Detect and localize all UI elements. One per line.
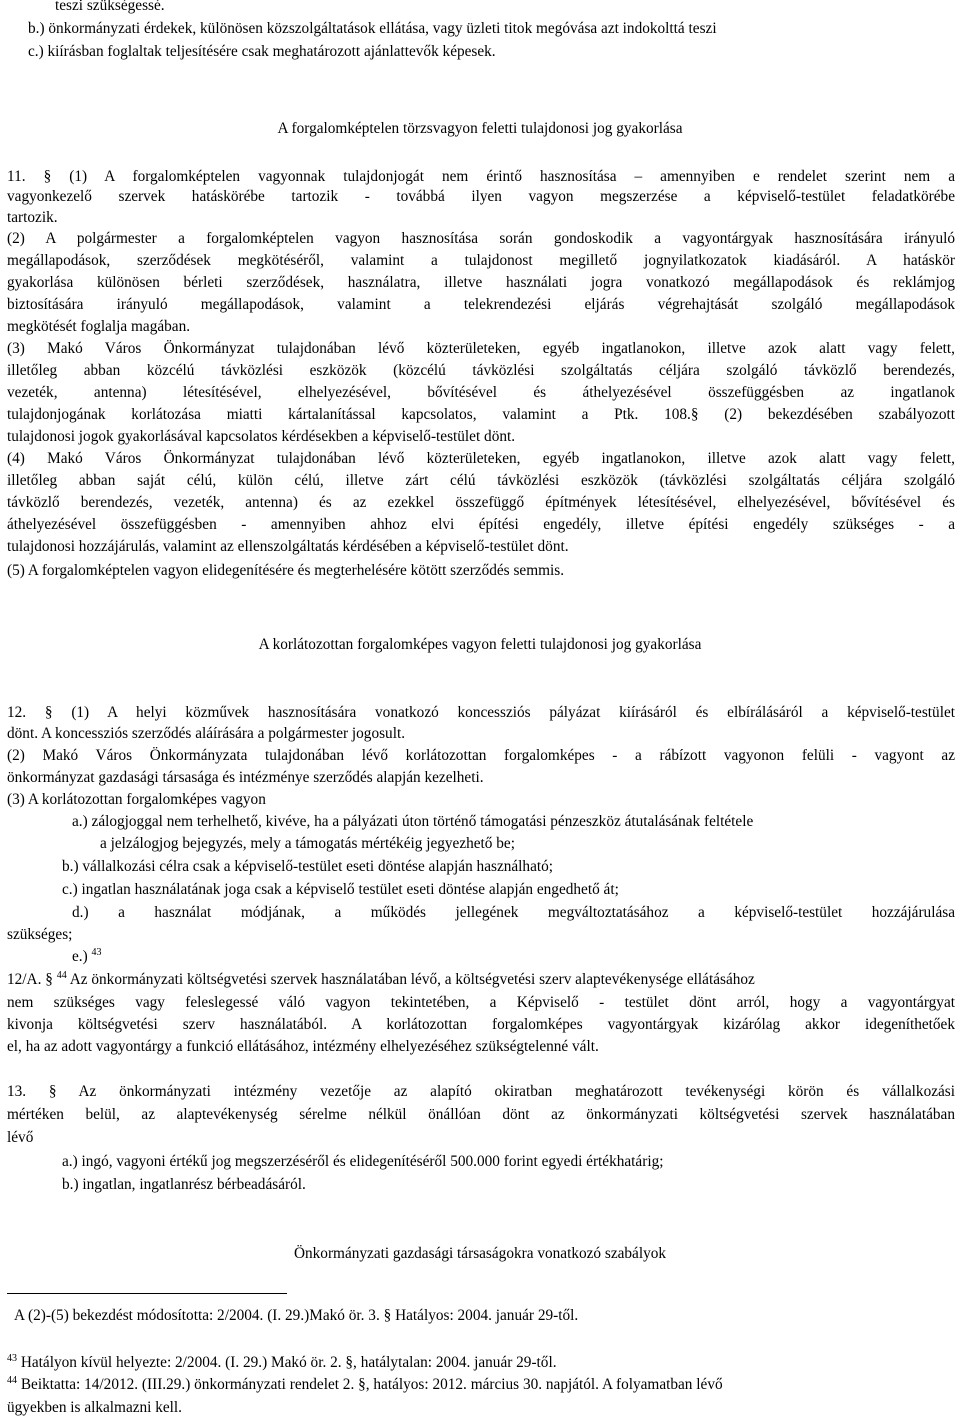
paragraph-line: lévő (7, 1129, 34, 1146)
section-heading: Önkormányzati gazdasági társaságokra vonatkozó szabályok (293, 1245, 667, 1262)
footnote-number: 44 (7, 1374, 17, 1386)
paragraph-line: megkötését foglalja magában. (7, 318, 191, 335)
paragraph-line: (2) A polgármester a forgalomképtelen vagyon hasznosítása során gondoskodik a vagyontárgyak hasznosítására irányuló (7, 230, 955, 247)
list-item: a.) ingó, vagyoni értékű jog megszerzéséről és elidegenítéséről 500.000 forint egyedi értékhatárig; (62, 1153, 664, 1170)
text-line: b.) önkormányzati érdekek, különösen közszolgáltatások ellátása, vagy üzleti titok megóvása azt indokolttá teszi (28, 20, 717, 37)
footnote (7, 1374, 955, 1395)
paragraph-line: vagyonkezelő szervek hatáskörébe tartozik - továbbá ilyen vagyon megszerzése a képviselő-testület feladatkörébe (7, 188, 955, 205)
paragraph-line: önkormányzat gazdasági társasága és intézménye szerződés alapján kezelheti. (7, 769, 484, 786)
paragraph-text: Az önkormányzati költségvetési szervek használatában lévő, a költségvetési szerv alaptevékenysége ellátásához (69, 971, 755, 988)
paragraph-line: el, ha az adott vagyontárgy a funkció ellátásához, intézmény elhelyezéséhez szükségtelenné vált. (7, 1038, 599, 1055)
footnote (7, 1352, 955, 1373)
paragraph-line: tulajdonosi jogok gyakorlásával kapcsolatos kérdésekben a képviselő-testület dönt. (7, 428, 516, 445)
paragraph-line: 12. § (1) A helyi közművek hasznosítására vonatkozó koncessziós pályázat kiírásáról és elbírálásáról a képviselő-testület (7, 704, 955, 721)
list-item (72, 946, 955, 967)
paragraph-line: távközlő berendezés, vezeték, antenna) és az ezekkel összefüggő építmények létesítésével, elhelyezésével, bővítésével és (7, 494, 955, 511)
list-item: szükséges; (7, 926, 73, 943)
footnote-text: Hatályon kívül helyezte: 2/2004. (I. 29.) Makó ör. 2. §, hatálytalan: 2004. január 29-től. (20, 1354, 557, 1371)
list-item: a jelzálogjog bejegyzés, mely a támogatás mértékéig jegyezhető be; (100, 835, 515, 852)
list-item-label: e.) (72, 948, 88, 965)
paragraph-line (7, 969, 955, 990)
paragraph-line: megállapodások, szerződések megkötéséről, valamint a tulajdonost megillető jognyilatkozatok kiadásáról. A hatáskör (7, 252, 955, 269)
paragraph-line: 13. § Az önkormányzati intézmény vezetője az alapító okiratban meghatározott tevékenységi körön és vállalkozási (7, 1083, 955, 1100)
section-heading: A korlátozottan forgalomképes vagyon feletti tulajdonosi jog gyakorlása (258, 636, 702, 653)
paragraph-line: biztosítására irányuló megállapodások, valamint a telekrendezési eljárás végrehajtását szolgáló megállapodások (7, 296, 955, 313)
paragraph-line: (4) Makó Város Önkormányzat tulajdonában lévő közterületeken, egyéb ingatlanokon, illetve azok alatt vagy felett, (7, 450, 955, 467)
paragraph-line: tartozik. (7, 209, 58, 226)
list-item: b.) vállalkozási célra csak a képviselő-testület eseti döntése alapján használható; (62, 858, 554, 875)
paragraph-line: áthelyezésével összefüggésben - amennyiben ahhoz elvi építési engedély, illetve építési engedély szükséges - a (7, 516, 955, 533)
paragraph-line: (2) Makó Város Önkormányzata tulajdonában lévő korlátozottan forgalomképes - a rábízott vagyonon felüli - vagyont az (7, 747, 955, 764)
paragraph-line: nem szükséges vagy feleslegessé váló vagyon tekintetében, a Képviselő - testület dönt arról, hogy a vagyontárgyat (7, 994, 955, 1011)
paragraph-line: gyakorlása különösen bérleti szerződések, használatra, illetve használati jogra vonatkozó megállapodások és reklámjog (7, 274, 955, 291)
section-number: 12/A. § (7, 971, 53, 988)
list-item: c.) ingatlan használatának joga csak a képviselő testület eseti döntése alapján engedhető át; (62, 881, 619, 898)
paragraph-line: mértéken belül, az alaptevékenység sérelme nélkül önállóan dönt az önkormányzati költségvetési szervek használatában (7, 1106, 955, 1123)
list-item: a.) zálogjoggal nem terhelhető, kivéve, ha a pályázati úton történő támogatási pénzeszköz átutalásának feltétele (72, 813, 754, 830)
section-heading: A forgalomképtelen törzsvagyon feletti tulajdonosi jog gyakorlása (277, 120, 683, 137)
footnote: A (2)-(5) bekezdést módosította: 2/2004. (I. 29.)Makó ör. 3. § Hatályos: 2004. január 29-től. (14, 1307, 579, 1324)
paragraph-line: tulajdonosi hozzájárulás, valamint az ellenszolgáltatás kérdésében a képviselő-testület dönt. (7, 538, 569, 555)
paragraph-line: vezeték, antenna) létesítésével, elhelyezésével, bővítésével és áthelyezésével összefüggésben az ingatlanok (7, 384, 955, 401)
paragraph-line: kivonja költségvetési szerv használatából. A korlátozottan forgalomképes vagyontárgyak kizárólag akkor idegeníthetőek (7, 1016, 955, 1033)
footnote-number: 43 (7, 1352, 17, 1364)
footnote-separator (7, 1293, 287, 1294)
paragraph-line: illetőleg abban közcélú távközlési eszközök (közcélú távközlési szolgáltatás céljára szolgáló távközlő berendezés, (7, 362, 955, 379)
paragraph-line: dönt. A koncessziós szerződés aláírására a polgármester jogosult. (7, 725, 406, 742)
list-item: d.) a használat módjának, a működés jellegének megváltoztatásához a képviselő-testület hozzájárulása (72, 904, 955, 921)
list-item: b.) ingatlan, ingatlanrész bérbeadásáról. (62, 1176, 306, 1193)
footnote-mark: 43 (91, 946, 102, 958)
footnote-mark: 44 (56, 969, 67, 981)
footnote: ügyekben is alkalmazni kell. (7, 1399, 183, 1416)
paragraph-line: illetőleg abban saját célú, külön célú, illetve zárt célú távközlési eszközök (távközlési szolgáltatás céljára szolgáló (7, 472, 955, 489)
paragraph-line: (3) A korlátozottan forgalomképes vagyon (7, 791, 266, 808)
paragraph-line: (5) A forgalomképtelen vagyon elidegenítésére és megterhelésére kötött szerződés semmis. (7, 562, 565, 579)
text-line: c.) kiírásban foglaltak teljesítésére csak meghatározott ajánlattevők képesek. (28, 43, 496, 60)
text-line: teszi szükségessé. (55, 0, 165, 14)
footnote-text: Beiktatta: 14/2012. (III.29.) önkormányzati rendelet 2. §, hatályos: 2012. március 30. napjától. A folyamatban lévő (20, 1376, 723, 1393)
paragraph-line: (3) Makó Város Önkormányzat tulajdonában lévő közterületeken, egyéb ingatlanokon, illetve azok alatt vagy felett, (7, 340, 955, 357)
paragraph-line: tulajdonjogának korlátozása miatti kártalanítással kapcsolatos, valamint a Ptk. 108.§ (2) bekezdésében szabályozott (7, 406, 955, 423)
paragraph-line: 11. § (1) A forgalomképtelen vagyonnak tulajdonjogát nem érintő hasznosítása – amennyiben e rendelet szerint nem a (7, 168, 955, 185)
